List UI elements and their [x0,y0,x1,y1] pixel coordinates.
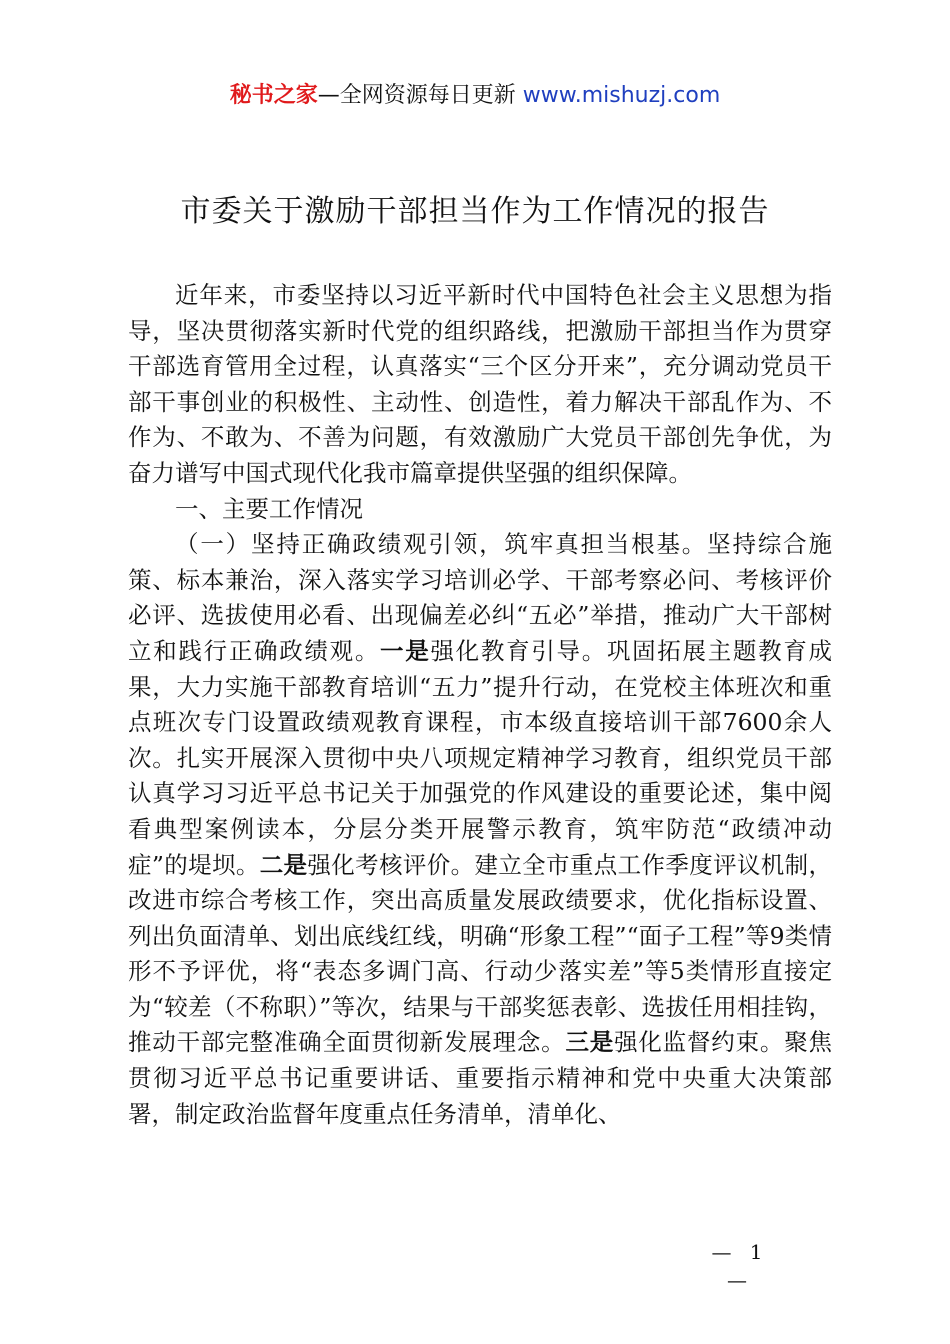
intro-paragraph: 近年来，市委坚持以习近平新时代中国特色社会主义思想为指导，坚决贯彻落实新时代党的组织路线，把激励干部担当作为贯穿干部选育管用全过程，认真落实“三个区分开来”，充分调动党员干部干事创业的积极性、主动性、创造性，着力解决干部乱作为、不作为、不敢为、不善为问题，有效激励广大党员干部创先争优，为奋力谱写中国式现代化我市篇章提供坚强的组织保障。 [128,281,832,487]
point-marker-3: 三是 [565,1028,615,1057]
site-banner [0,80,950,112]
point-marker-1: 一是 [380,636,431,665]
document-title: 市委关于激励干部担当作为工作情况的报告 [180,194,770,229]
point-text-1: 强化教育引导。巩固拓展主题教育成果，大力实施干部教育培训“五力”提升行动，在党校主体班次和重点班次专门设置政绩观教育课程，市本级直接培训干部7600余人次。扎实开展深入贯彻中央八项规定精神学习教育，组织党员干部认真学习习近平总书记关于加强党的作风建设的重要论述，集中阅看典型案例读本，分层分类开展警示教育，筑牢防范“政绩冲动症”的堤坝。 [128,636,833,879]
point-text-2: 强化考核评价。建立全市重点工作季度评议机制，改进市综合考核工作，突出高质量发展政绩要求，优化指标设置、列出负面清单、划出底线红线，明确“形象工程”“面子工程”等9类情形不予评优，将“表态多调门高、行动少落实差”等5类情形直接定为“较差（不称职）”等次，结果与干部奖惩表彰、选拔任用相挂钩，推动干部完整准确全面贯彻新发展理念。 [128,850,833,1057]
paragraph-lead: （一）坚持正确政绩观引领，筑牢真担当根基。坚持综合施策、标本兼治，深入落实学习培训必学、干部考察必问、考核评价必评、选拔使用必看、出现偏差必纠“五必”举措，推动广大干部树立和践行正确政绩观。 [128,530,832,665]
section-heading: 一、主要工作情况 [175,494,363,523]
page-number: — 1 — [711,1240,769,1292]
section-paragraph [128,527,832,1132]
site-slogan: —全网资源每日更新 [317,83,516,108]
point-marker-2: 二是 [259,850,308,879]
site-brand: 秘书之家 [229,83,318,108]
site-url-link[interactable]: www.mishuzj.com [522,83,721,108]
point-text-3: 强化监督约束。聚焦贯彻习近平总书记重要讲话、重要指示精神和党中央重大决策部署，制定政治监督年度重点任务清单，清单化、 [128,1028,833,1128]
document-body [128,278,832,1132]
